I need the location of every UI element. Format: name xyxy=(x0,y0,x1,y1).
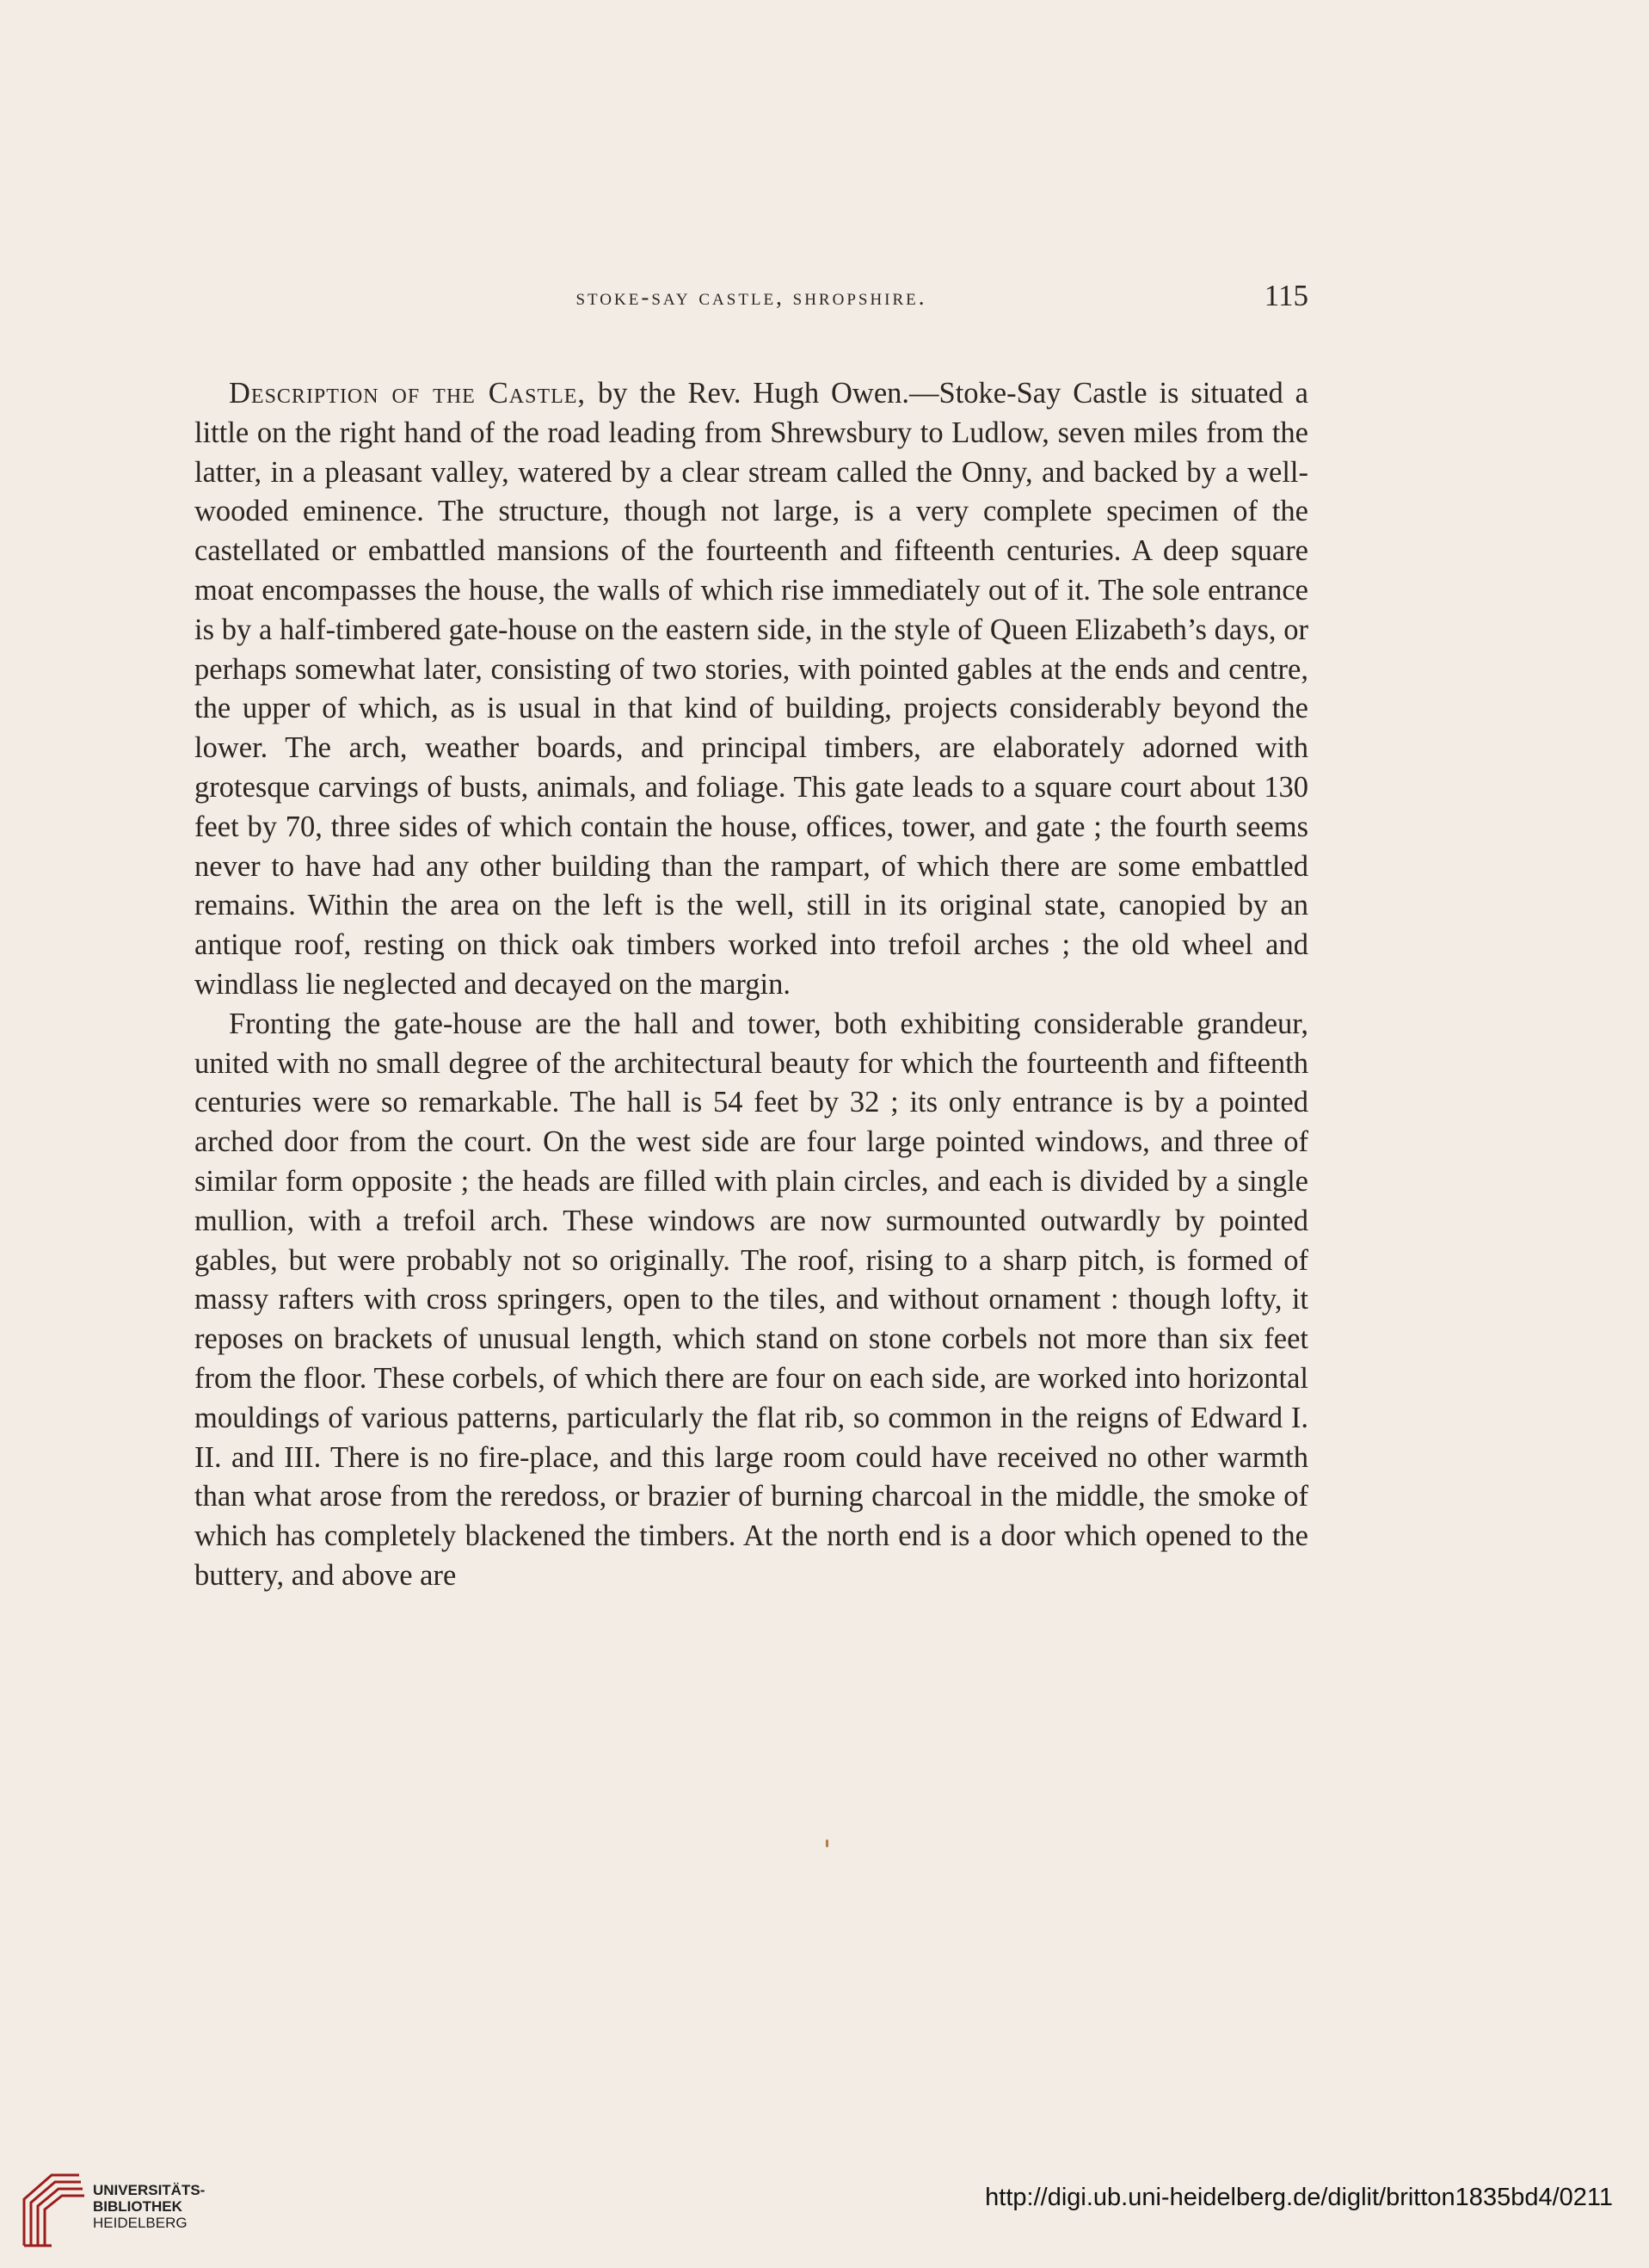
library-name-line-2: BIBLIOTHEK xyxy=(93,2198,182,2215)
library-name xyxy=(93,2182,205,2231)
library-name-line-3: HEIDELBERG xyxy=(93,2215,188,2231)
body-text xyxy=(194,374,1308,1596)
page-footer xyxy=(0,2151,1649,2268)
page-number: 115 xyxy=(1264,279,1308,312)
library-name-line-1: UNIVERSITÄTS- xyxy=(93,2182,206,2198)
library-logo-icon xyxy=(17,2166,88,2253)
permalink-link[interactable]: http://digi.ub.uni-heidelberg.de/diglit/britton1835bd4/0211 xyxy=(985,2184,1613,2211)
paragraph-1 xyxy=(194,374,1308,1005)
paragraph-1-text: by the Rev. Hugh Owen.—Stoke-Say Castle is situated a little on the right hand of the road leading from Shrewsbury to Ludlow, seven miles from the latter, in a pleasant valley, watered by a clear stream called the Onny, and backed by a well-wooded eminence. The structure, though not large, is a very complete specimen of the castellated or embattled mansions of the fourteenth and fifteenth centuries. A deep square moat encompasses the house, the walls of which rise immediately out of it. The sole entrance is by a half-timbered gate-house on the eastern side, in the style of Queen Elizabeth’s days, or perhaps somewhat later, consisting of two stories, with pointed gables at the ends and centre, the upper of which, as is usual in that kind of building, projects considerably beyond the lower. The arch, weather boards, and principal timbers, are elaborately adorned with grotesque carvings of busts, animals, and foliage. This gate leads to a square court about 130 feet by 70, three sides of which contain the house, offices, tower, and gate ; the fourth seems never to have had any other building than the rampart, of which there are some embattled remains. Within the area on the left is the well, still in its original state, canopied by an antique roof, resting on thick oak timbers worked into trefoil arches ; the old wheel and windlass lie neglected and decayed on the margin. xyxy=(194,377,1308,1001)
running-head xyxy=(194,275,1308,318)
paragraph-2: Fronting the gate-house are the hall and tower, both exhibiting considerable grandeur, united with no small degree of the architectural beauty for which the fourteenth and fifteenth centuries were so remarkable. The hall is 54 feet by 32 ; its only entrance is by a pointed arched door from the court. On the west side are four large pointed windows, and three of similar form opposite ; the heads are filled with plain circles, and each is divided by a single mullion, with a trefoil arch. These windows are now surmounted outwardly by pointed gables, but were probably not so originally. The roof, rising to a sharp pitch, is formed of massy rafters with cross springers, open to the tiles, and without ornament : though lofty, it reposes on brackets of unusual length, which stand on stone corbels not more than six feet from the floor. These corbels, of which there are four on each side, are worked into horizontal mouldings of various patterns, particularly the flat rib, so common in the reigns of Edward I. II. and III. There is no fire-place, and this large room could have received no other warmth than what arose from the reredoss, or brazier of burning charcoal in the middle, the smoke of which has completely blackened the timbers. At the north end is a door which opened to the buttery, and above are xyxy=(194,1007,1308,1592)
running-title: stoke-say castle, shropshire. xyxy=(575,284,927,310)
section-lead: Description of the Castle, xyxy=(229,377,587,410)
ink-mark xyxy=(826,1840,828,1847)
